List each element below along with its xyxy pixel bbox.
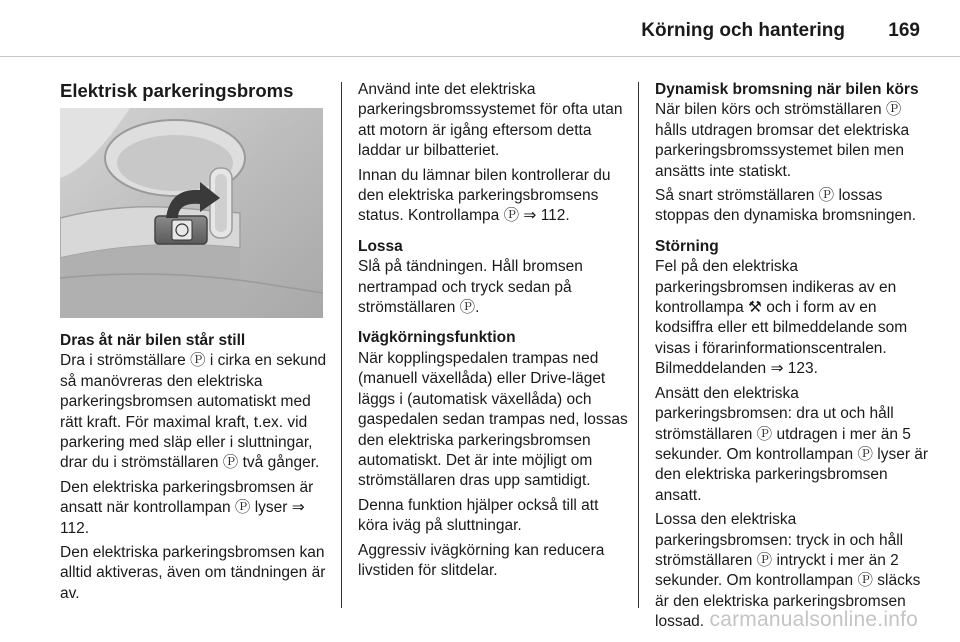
- subheading-drive-away-function: Ivägkörningsfunktion: [358, 329, 516, 347]
- section-title: Elektrisk parkeringsbroms: [60, 80, 294, 101]
- paragraph: Använd inte det elektriska parkeringsbromssystemet för ofta utan att motorn är igång eftersom detta laddar ur bilbatteriet.: [358, 81, 623, 160]
- column-1: [60, 331, 330, 608]
- column-divider: [638, 82, 639, 608]
- paragraph: Ansätt den elektriska parkeringsbromsen: dra ut och håll strömställaren Ⓟ utdragen i mer än 5 sekunder. Om kontrollampan Ⓟ lyser är den elektriska parkeringsbromsen ansatt.: [655, 384, 929, 504]
- column-2: [358, 80, 628, 585]
- page-number: 169: [888, 20, 920, 41]
- paragraph: Dra i strömställare Ⓟ i cirka en sekund så manövreras den elektriska parkeringsbromsen automatiskt med rätt kraft. För maximal kraft, t.ex. vid parkering med släp eller i sluttningar, drar du i strömställaren Ⓟ två gånger.: [60, 352, 327, 472]
- paragraph: När bilen körs och strömställaren Ⓟ hålls utdragen bromsar det elektriska parkeringsbromssystemet bilen men ansätts inte statiskt.: [655, 101, 910, 180]
- subheading-apply-stationary: Dras åt när bilen står still: [60, 332, 246, 349]
- paragraph: Slå på tändningen. Håll bromsen nertrampad och tryck sedan på strömställaren Ⓟ.: [358, 258, 583, 317]
- paragraph: När kopplingspedalen trampas ned (manuell växellåda) eller Drive-läget läggs i (automatisk växellåda) och gaspedalen sedan trampas ned, lossas den elektriska parkeringsbromsen automatiskt. Det är inte möjligt om strömställaren dras upp samtidigt.: [358, 349, 628, 490]
- parking-brake-switch-illustration: [60, 108, 323, 318]
- watermark: carmanualsonline.info: [709, 608, 918, 631]
- column-3: [655, 80, 930, 637]
- paragraph: Den elektriska parkeringsbromsen är ansatt när kontrollampan Ⓟ lyser ⇒ 112.: [60, 478, 314, 537]
- paragraph: Så snart strömställaren Ⓟ lossas stoppas den dynamiska bromsningen.: [655, 187, 917, 225]
- header-divider: [0, 56, 960, 57]
- paragraph: Denna funktion hjälper också till att köra iväg på sluttningar.: [358, 496, 599, 535]
- page-header: [0, 0, 960, 58]
- paragraph: Lossa den elektriska parkeringsbromsen: tryck in och håll strömställaren Ⓟ intryckt i mer än 2 sekunder. Om kontrollampan Ⓟ släcks är den elektriska parkeringsbromsen lossad.: [655, 511, 921, 631]
- subheading-release: Lossa: [358, 237, 403, 255]
- chapter-title: Körning och hantering: [641, 20, 845, 41]
- paragraph: Aggressiv ivägkörning kan reducera livstiden för slitdelar.: [358, 541, 605, 579]
- paragraph: Fel på den elektriska parkeringsbromsen indikeras av en kontrollampa ⚒ och i form av en kodsiffra eller ett bilmeddelande som visas i förarinformationscentralen. Bilmeddelanden ⇒ 123.: [655, 258, 908, 378]
- paragraph: Innan du lämnar bilen kontrollerar du den elektriska parkeringsbromsens status. Kontrollampa Ⓟ ⇒ 112.: [358, 166, 611, 225]
- subheading-dynamic-braking: Dynamisk bromsning när bilen körs: [655, 81, 919, 98]
- paragraph: Den elektriska parkeringsbromsen kan alltid aktiveras, även om tändningen är av.: [60, 544, 326, 602]
- subheading-fault: Störning: [655, 237, 719, 255]
- column-divider: [341, 82, 342, 608]
